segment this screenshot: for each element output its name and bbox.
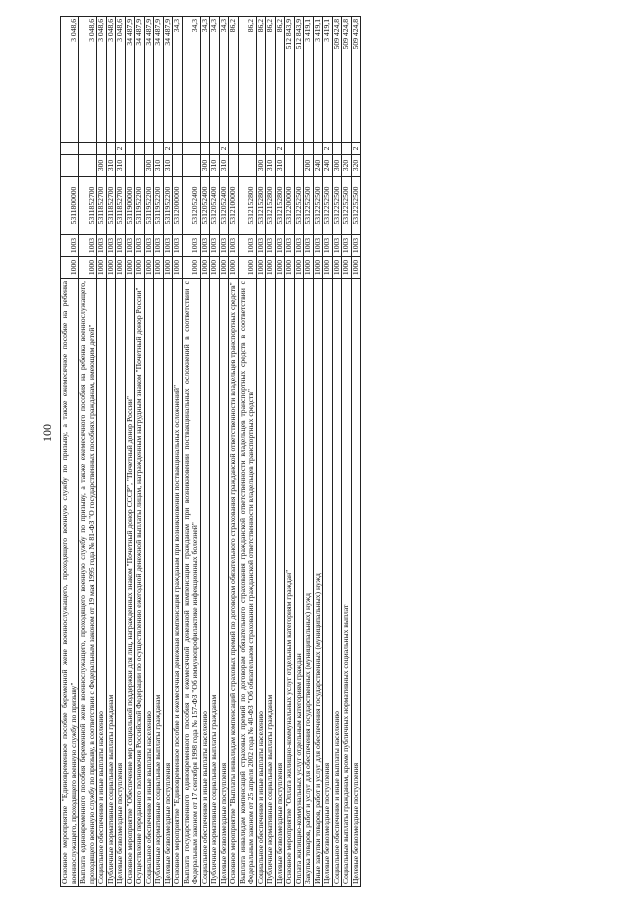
section-code: 1000	[79, 257, 97, 279]
section-code: 1000	[304, 257, 314, 279]
amount: 34 487,9	[125, 17, 135, 143]
section-code: 1000	[275, 257, 285, 279]
subsection-code: 1003	[200, 235, 210, 257]
subsection-code: 1003	[210, 235, 220, 257]
amount: 34,3	[210, 17, 220, 143]
row-name: Социальное обеспечение и иные выплаты населению	[256, 279, 266, 887]
target-article-code: 5312152800	[266, 177, 276, 235]
row-name: Целевые безвозмездные поступления	[275, 279, 285, 887]
funding-source-code	[173, 143, 183, 155]
section-code: 1000	[342, 257, 352, 279]
budget-table-body	[61, 17, 361, 887]
amount: 86,2	[238, 17, 256, 143]
row-name: Целевые безвозмездные поступления	[323, 279, 333, 887]
target-article-code: 5311852700	[79, 177, 97, 235]
expense-type-code: 300	[200, 155, 210, 177]
funding-source-code	[135, 143, 145, 155]
expense-type-code	[238, 155, 256, 177]
subsection-code: 1003	[163, 235, 173, 257]
target-article-code: 5312252500	[342, 177, 352, 235]
expense-type-code: 320	[342, 155, 352, 177]
row-name: Целевые безвозмездные поступления	[351, 279, 361, 887]
row-name: Целевые безвозмездные поступления	[163, 279, 173, 887]
amount: 3 048,6	[97, 17, 107, 143]
row-name: Выплата инвалидам компенсаций страховых премий по договорам обязательного страхования гражданской ответственности владельцев транспортных средств в соответствии с Федеральным законом от 25 апреля 2002 года № 40-ФЗ "Об обязательном страховании гражданской ответственности владельцев транспортных средств"	[238, 279, 256, 887]
section-code: 1000	[106, 257, 116, 279]
row-name: Иные закупки товаров, работ и услуг для обеспечения государственных (муниципальных) нужд	[313, 279, 323, 887]
section-code: 1000	[238, 257, 256, 279]
budget-table	[60, 16, 361, 887]
funding-source-code	[79, 143, 97, 155]
subsection-code: 1003	[79, 235, 97, 257]
amount: 34,3	[173, 17, 183, 143]
row-name: Основное мероприятие "Единовременное пособие беременной жене военнослужащего, проходящего военную службу по призыву, а также ежемесячное пособие на ребенка военнослужащего, проходящего военную службу по призыву"	[61, 279, 79, 887]
funding-source-code: 2	[116, 143, 126, 155]
amount: 509 424,8	[342, 17, 352, 143]
table-row	[116, 17, 126, 887]
funding-source-code	[342, 143, 352, 155]
table-row	[342, 17, 352, 887]
row-name: Оплата жилищно-коммунальных услуг отдельным категориям граждан	[294, 279, 304, 887]
funding-source-code: 2	[275, 143, 285, 155]
amount: 3 048,6	[61, 17, 79, 143]
subsection-code: 1003	[332, 235, 342, 257]
table-row	[323, 17, 333, 887]
target-article-code: 5312052400	[182, 177, 200, 235]
section-code: 1000	[163, 257, 173, 279]
amount: 34 487,9	[163, 17, 173, 143]
funding-source-code	[200, 143, 210, 155]
amount: 86,2	[266, 17, 276, 143]
subsection-code: 1003	[219, 235, 229, 257]
row-name: Основное мероприятие "Единовременное пособие и ежемесячная денежная компенсация гражданам при возникновении поствакцинальных осложнений"	[173, 279, 183, 887]
funding-source-code	[229, 143, 239, 155]
expense-type-code	[173, 155, 183, 177]
expense-type-code: 240	[313, 155, 323, 177]
table-row	[210, 17, 220, 887]
target-article-code: 5312152800	[256, 177, 266, 235]
target-article-code: 5312252500	[304, 177, 314, 235]
target-article-code: 5311800000	[61, 177, 79, 235]
row-name: Целевые безвозмездные поступления	[219, 279, 229, 887]
target-article-code: 5311852700	[106, 177, 116, 235]
section-code: 1000	[97, 257, 107, 279]
amount: 34,3	[182, 17, 200, 143]
section-code: 1000	[294, 257, 304, 279]
amount: 3 419,1	[313, 17, 323, 143]
amount: 3 048,6	[79, 17, 97, 143]
expense-type-code: 200	[304, 155, 314, 177]
table-row	[266, 17, 276, 887]
table-row	[61, 17, 79, 887]
subsection-code: 1003	[266, 235, 276, 257]
section-code: 1000	[182, 257, 200, 279]
expense-type-code: 240	[323, 155, 333, 177]
target-article-code: 5312152800	[238, 177, 256, 235]
funding-source-code	[294, 143, 304, 155]
section-code: 1000	[266, 257, 276, 279]
row-name: Основное мероприятие "Оплата жилищно-коммунальных услуг отдельным категориям граждан"	[285, 279, 295, 887]
target-article-code: 5311952200	[163, 177, 173, 235]
funding-source-code	[304, 143, 314, 155]
subsection-code: 1003	[313, 235, 323, 257]
funding-source-code: 2	[323, 143, 333, 155]
section-code: 1000	[116, 257, 126, 279]
funding-source-code	[238, 143, 256, 155]
expense-type-code	[135, 155, 145, 177]
row-name: Основное мероприятие "Обеспечение мер социальной поддержки для лиц, награжденных знаком "Почетный донор СССР", "Почетный донор России"	[125, 279, 135, 887]
target-article-code: 5311852700	[116, 177, 126, 235]
subsection-code: 1003	[154, 235, 164, 257]
target-article-code: 5312100000	[229, 177, 239, 235]
subsection-code: 1003	[229, 235, 239, 257]
amount: 86,2	[275, 17, 285, 143]
subsection-code: 1003	[294, 235, 304, 257]
table-row	[304, 17, 314, 887]
row-name: Публичные нормативные социальные выплаты гражданам	[154, 279, 164, 887]
row-name: Социальное обеспечение и иные выплаты населению	[97, 279, 107, 887]
expense-type-code: 310	[219, 155, 229, 177]
target-article-code: 5312052400	[200, 177, 210, 235]
expense-type-code	[61, 155, 79, 177]
expense-type-code: 300	[97, 155, 107, 177]
funding-source-code	[154, 143, 164, 155]
section-code: 1000	[125, 257, 135, 279]
subsection-code: 1003	[173, 235, 183, 257]
expense-type-code	[125, 155, 135, 177]
row-name: Социальные выплаты гражданам, кроме публичных нормативных социальных выплат	[342, 279, 352, 887]
funding-source-code: 2	[163, 143, 173, 155]
section-code: 1000	[219, 257, 229, 279]
subsection-code: 1003	[135, 235, 145, 257]
page-number: 100	[40, 424, 54, 442]
amount: 512 843,9	[294, 17, 304, 143]
funding-source-code	[210, 143, 220, 155]
expense-type-code: 310	[163, 155, 173, 177]
amount: 34 487,9	[135, 17, 145, 143]
expense-type-code: 310	[154, 155, 164, 177]
row-name: Публичные нормативные социальные выплаты гражданам	[106, 279, 116, 887]
amount: 34,3	[200, 17, 210, 143]
section-code: 1000	[313, 257, 323, 279]
expense-type-code: 300	[144, 155, 154, 177]
target-article-code: 5312252500	[332, 177, 342, 235]
expense-type-code: 310	[116, 155, 126, 177]
section-code: 1000	[256, 257, 266, 279]
section-code: 1000	[229, 257, 239, 279]
expense-type-code	[285, 155, 295, 177]
table-row	[173, 17, 183, 887]
subsection-code: 1003	[323, 235, 333, 257]
funding-source-code	[61, 143, 79, 155]
section-code: 1000	[323, 257, 333, 279]
target-article-code: 5312252500	[294, 177, 304, 235]
amount: 86,2	[256, 17, 266, 143]
subsection-code: 1003	[144, 235, 154, 257]
funding-source-code	[256, 143, 266, 155]
target-article-code: 5312252500	[313, 177, 323, 235]
amount: 3 048,6	[116, 17, 126, 143]
funding-source-code	[97, 143, 107, 155]
subsection-code: 1003	[97, 235, 107, 257]
amount: 86,2	[229, 17, 239, 143]
section-code: 1000	[173, 257, 183, 279]
table-row	[79, 17, 97, 887]
section-code: 1000	[210, 257, 220, 279]
target-article-code: 5312252500	[323, 177, 333, 235]
funding-source-code	[182, 143, 200, 155]
row-name: Выплата государственного единовременного пособия и ежемесячной денежной компенсации гражданам при возникновении поствакцинальных осложнений в соответствии с Федеральным законом от 17 сентября 1998 года № 157-ФЗ "Об иммунопрофилактике инфекционных болезней"	[182, 279, 200, 887]
amount: 509 424,8	[332, 17, 342, 143]
subsection-code: 1003	[125, 235, 135, 257]
amount: 3 419,1	[304, 17, 314, 143]
funding-source-code	[266, 143, 276, 155]
target-article-code: 5311952200	[135, 177, 145, 235]
row-name: Социальное обеспечение и иные выплаты населению	[144, 279, 154, 887]
section-code: 1000	[285, 257, 295, 279]
table-row	[154, 17, 164, 887]
expense-type-code: 300	[256, 155, 266, 177]
row-name: Закупка товаров, работ и услуг для обеспечения государственных (муниципальных) нужд	[304, 279, 314, 887]
row-name: Целевые безвозмездные поступления	[116, 279, 126, 887]
target-article-code: 5312052400	[219, 177, 229, 235]
row-name: Публичные нормативные социальные выплаты гражданам	[266, 279, 276, 887]
table-row	[97, 17, 107, 887]
row-name: Основное мероприятие "Выплаты инвалидам компенсаций страховых премий по договорам обязательного страхования гражданской ответственности владельцев транспортных средств"	[229, 279, 239, 887]
subsection-code: 1003	[182, 235, 200, 257]
funding-source-code	[125, 143, 135, 155]
amount: 512 843,9	[285, 17, 295, 143]
subsection-code: 1003	[256, 235, 266, 257]
section-code: 1000	[135, 257, 145, 279]
section-code: 1000	[351, 257, 361, 279]
target-article-code: 5312200000	[285, 177, 295, 235]
subsection-code: 1003	[351, 235, 361, 257]
expense-type-code: 310	[210, 155, 220, 177]
target-article-code: 5312052400	[210, 177, 220, 235]
row-name: Социальное обеспечение и иные выплаты населению	[332, 279, 342, 887]
section-code: 1000	[332, 257, 342, 279]
subsection-code: 1003	[116, 235, 126, 257]
row-name: Осуществление переданного полномочия Российской Федерации по осуществлению ежегодной денежной выплаты лицам, награжденным нагрудным знаком "Почетный донор России"	[135, 279, 145, 887]
target-article-code: 5311952200	[144, 177, 154, 235]
expense-type-code	[229, 155, 239, 177]
amount: 3 048,6	[106, 17, 116, 143]
expense-type-code: 320	[351, 155, 361, 177]
row-name: Выплата единовременного пособия беременной жене военнослужащего, проходящего военную службу по призыву, а также ежемесячного пособия на ребенка военнослужащего, проходящего военную службу по призыву, в соответствии с Федеральным законом от 19 мая 1995 года № 81-ФЗ "О государственных пособиях гражданам, имеющим детей"	[79, 279, 97, 887]
subsection-code: 1003	[285, 235, 295, 257]
funding-source-code: 2	[351, 143, 361, 155]
funding-source-code: 2	[219, 143, 229, 155]
amount: 3 419,1	[323, 17, 333, 143]
target-article-code: 5312252500	[351, 177, 361, 235]
row-name: Публичные нормативные социальные выплаты гражданам	[210, 279, 220, 887]
section-code: 1000	[144, 257, 154, 279]
expense-type-code: 310	[266, 155, 276, 177]
section-code: 1000	[154, 257, 164, 279]
rotated-page-content	[60, 17, 361, 887]
table-row	[351, 17, 361, 887]
table-row	[238, 17, 256, 887]
amount: 34 487,9	[154, 17, 164, 143]
amount: 34 487,9	[144, 17, 154, 143]
subsection-code: 1003	[342, 235, 352, 257]
section-code: 1000	[61, 257, 79, 279]
funding-source-code	[285, 143, 295, 155]
section-code: 1000	[200, 257, 210, 279]
subsection-code: 1003	[275, 235, 285, 257]
table-row	[182, 17, 200, 887]
target-article-code: 5312152800	[275, 177, 285, 235]
target-article-code: 5311852700	[97, 177, 107, 235]
subsection-code: 1003	[61, 235, 79, 257]
expense-type-code: 310	[106, 155, 116, 177]
target-article-code: 5311900000	[125, 177, 135, 235]
subsection-code: 1003	[106, 235, 116, 257]
row-name: Социальное обеспечение и иные выплаты населению	[200, 279, 210, 887]
amount: 34,3	[219, 17, 229, 143]
expense-type-code	[79, 155, 97, 177]
table-row	[229, 17, 239, 887]
table-row	[135, 17, 145, 887]
funding-source-code	[332, 143, 342, 155]
target-article-code: 5312000000	[173, 177, 183, 235]
expense-type-code: 300	[332, 155, 342, 177]
funding-source-code	[144, 143, 154, 155]
expense-type-code: 310	[275, 155, 285, 177]
subsection-code: 1003	[238, 235, 256, 257]
expense-type-code	[182, 155, 200, 177]
subsection-code: 1003	[304, 235, 314, 257]
target-article-code: 5311952200	[154, 177, 164, 235]
table-row	[285, 17, 295, 887]
amount: 509 424,8	[351, 17, 361, 143]
